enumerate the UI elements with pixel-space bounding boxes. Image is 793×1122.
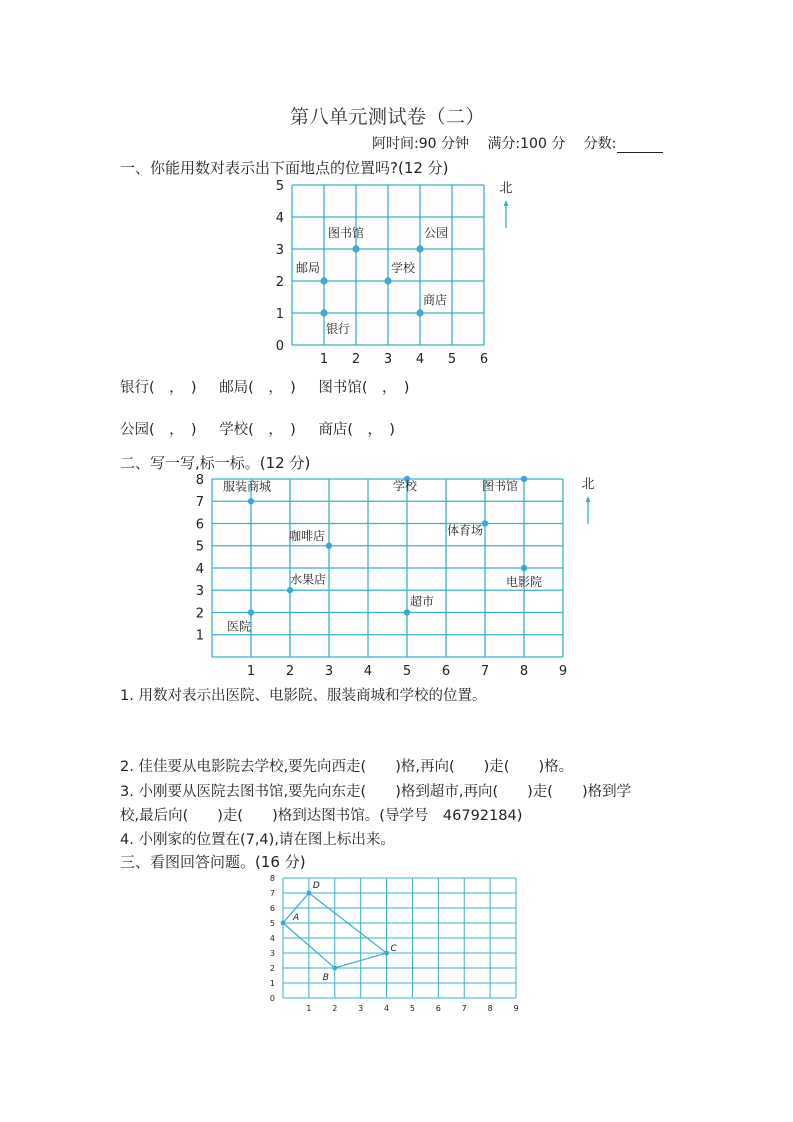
chart1-y-tick: 2 bbox=[275, 274, 284, 290]
chart1-x-tick: 3 bbox=[383, 352, 393, 367]
chart2-point-label: 医院 bbox=[227, 619, 252, 634]
chart2-point-label: 电影院 bbox=[506, 575, 543, 589]
section2-q2: 2. 佳佳要从电影院去学校,要先向西走( )格,再向( )走( )格。 bbox=[120, 759, 574, 775]
chart2-point-label: 学校 bbox=[393, 479, 418, 493]
section1-answers-row1 bbox=[120, 376, 427, 397]
chart2-point bbox=[248, 498, 254, 504]
chart2-point bbox=[287, 587, 293, 593]
chart1-y-tick: 1 bbox=[275, 306, 284, 322]
section2-q3-line2: 校,最后向( )走( )格到达图书馆。(导学号 46792184) bbox=[120, 808, 523, 824]
answer-post-office[interactable]: 邮局( ， ) bbox=[219, 380, 296, 396]
chart2-x-tick: 5 bbox=[402, 664, 412, 679]
chart1-point bbox=[320, 277, 327, 284]
chart1-point bbox=[384, 277, 391, 284]
chart3-y-tick: 5 bbox=[269, 919, 275, 929]
chart3-y-tick: 0 bbox=[269, 994, 275, 1004]
chart3-y-tick: 4 bbox=[269, 934, 275, 944]
chart1-x-tick: 4 bbox=[415, 352, 425, 367]
section2-heading: 二、写一写,标一标。(12 分) bbox=[120, 454, 311, 472]
chart2-north-arrowhead-icon bbox=[586, 496, 591, 502]
chart1-point bbox=[416, 309, 423, 316]
section2-q1: 1. 用数对表示出医院、电影院、服装商城和学校的位置。 bbox=[120, 688, 487, 704]
chart3-y-tick: 1 bbox=[269, 979, 275, 989]
chart3-x-tick: 3 bbox=[358, 1004, 364, 1013]
section2-q3-line1: 3. 小刚要从医院去图书馆,要先向东走( )格到超市,再向( )走( )格到学 bbox=[120, 784, 632, 800]
chart1-x-tick: 5 bbox=[447, 352, 457, 367]
chart2-point bbox=[404, 609, 410, 615]
chart2-point-label: 超市 bbox=[410, 594, 435, 609]
chart3-x-tick: 8 bbox=[487, 1004, 493, 1013]
chart3-x-tick: 4 bbox=[384, 1004, 390, 1013]
chart3-y-tick: 2 bbox=[269, 964, 275, 974]
answer-park[interactable]: 公园( ， ) bbox=[120, 422, 197, 438]
answer-school[interactable]: 学校( ， ) bbox=[219, 422, 296, 438]
chart3-point bbox=[281, 921, 286, 926]
chart2-x-tick: 3 bbox=[324, 664, 334, 679]
chart2-point-label: 咖啡店 bbox=[289, 528, 326, 543]
section1-answers-row2 bbox=[120, 418, 413, 439]
chart2-y-tick: 8 bbox=[195, 472, 204, 488]
chart3-point-label: B bbox=[322, 973, 329, 983]
chart2-y-tick: 2 bbox=[195, 606, 204, 622]
chart3-point-label: A bbox=[293, 913, 300, 923]
answer-shop[interactable]: 商店( ， ) bbox=[318, 422, 395, 438]
chart2-point-label: 图书馆 bbox=[482, 479, 519, 493]
chart2-y-tick: 3 bbox=[195, 584, 204, 600]
chart3-point bbox=[384, 951, 389, 956]
chart3-x-tick: 2 bbox=[332, 1004, 338, 1013]
chart1-north-arrowhead-icon bbox=[504, 200, 509, 206]
chart2-y-tick: 5 bbox=[195, 539, 204, 555]
chart1-point bbox=[352, 245, 359, 252]
chart3-y-tick: 6 bbox=[269, 904, 275, 914]
chart1-point-label: 学校 bbox=[391, 261, 416, 275]
answer-bank[interactable]: 银行( ， ) bbox=[120, 380, 197, 396]
chart2-x-tick: 4 bbox=[363, 664, 373, 679]
section1-heading: 一、你能用数对表示出下面地点的位置吗?(12 分) bbox=[120, 159, 449, 177]
chart2-point-label: 服装商城 bbox=[223, 479, 272, 494]
chart2-point bbox=[521, 476, 527, 482]
chart2-x-tick: 1 bbox=[246, 664, 256, 679]
time-limit: 阿时间:90 分钟 bbox=[372, 136, 469, 152]
chart1-x-tick: 6 bbox=[479, 352, 489, 367]
chart1-y-tick: 0 bbox=[275, 338, 284, 354]
page-title: 第八单元测试卷（二） bbox=[290, 106, 486, 128]
chart3-point-label: C bbox=[390, 944, 397, 954]
chart1-x-tick: 1 bbox=[319, 352, 329, 367]
chart1-point-label: 商店 bbox=[423, 293, 448, 307]
chart2-x-tick: 7 bbox=[480, 664, 490, 679]
chart2-x-tick: 8 bbox=[519, 664, 529, 679]
chart1-x-tick: 2 bbox=[351, 352, 361, 367]
chart2-y-tick: 4 bbox=[195, 561, 204, 577]
chart3-point-label: D bbox=[312, 881, 320, 891]
chart2-point-label: 体育场 bbox=[447, 523, 484, 538]
chart3-x-tick: 1 bbox=[306, 1004, 312, 1013]
chart1-point-label: 图书馆 bbox=[328, 226, 365, 240]
section3-heading: 三、看图回答问题。(16 分) bbox=[120, 853, 306, 871]
chart1-y-tick: 3 bbox=[275, 242, 284, 258]
chart3-x-tick: 7 bbox=[461, 1004, 467, 1013]
answer-library[interactable]: 图书馆( ， ) bbox=[318, 380, 410, 396]
chart3-x-tick: 5 bbox=[409, 1004, 415, 1013]
chart3-x-tick: 6 bbox=[435, 1004, 441, 1013]
chart2-point bbox=[248, 609, 254, 615]
chart3-point bbox=[332, 966, 337, 971]
section2-q4: 4. 小刚家的位置在(7,4),请在图上标出来。 bbox=[120, 832, 395, 848]
chart1-point bbox=[416, 245, 423, 252]
chart2-x-tick: 9 bbox=[558, 664, 568, 679]
chart1-point-label: 银行 bbox=[326, 322, 351, 336]
chart3-y-tick: 8 bbox=[269, 874, 275, 884]
chart1-north-label: 北 bbox=[499, 181, 513, 196]
chart2-x-tick: 6 bbox=[441, 664, 451, 679]
chart2-y-tick: 6 bbox=[195, 517, 204, 533]
chart2-y-tick: 7 bbox=[195, 495, 204, 511]
full-score: 满分:100 分 bbox=[487, 136, 566, 152]
chart3-y-tick: 7 bbox=[269, 889, 275, 899]
chart3-point bbox=[306, 891, 311, 896]
chart1-point-label: 公园 bbox=[424, 226, 449, 240]
chart2-point-label: 水果店 bbox=[290, 572, 327, 587]
chart3-x-tick: 9 bbox=[513, 1004, 519, 1013]
chart1-point bbox=[320, 309, 327, 316]
chart1-y-tick: 4 bbox=[275, 210, 284, 226]
chart2-x-tick: 2 bbox=[285, 664, 295, 679]
chart2-y-tick: 1 bbox=[195, 628, 204, 644]
score-label: 分数: bbox=[583, 136, 617, 152]
chart2-north-label: 北 bbox=[581, 477, 595, 492]
chart1-point-label: 邮局 bbox=[296, 261, 321, 275]
chart2-point bbox=[521, 565, 527, 571]
chart1-y-tick: 5 bbox=[275, 178, 284, 194]
chart2-point bbox=[326, 543, 332, 549]
chart3-y-tick: 3 bbox=[269, 949, 275, 959]
